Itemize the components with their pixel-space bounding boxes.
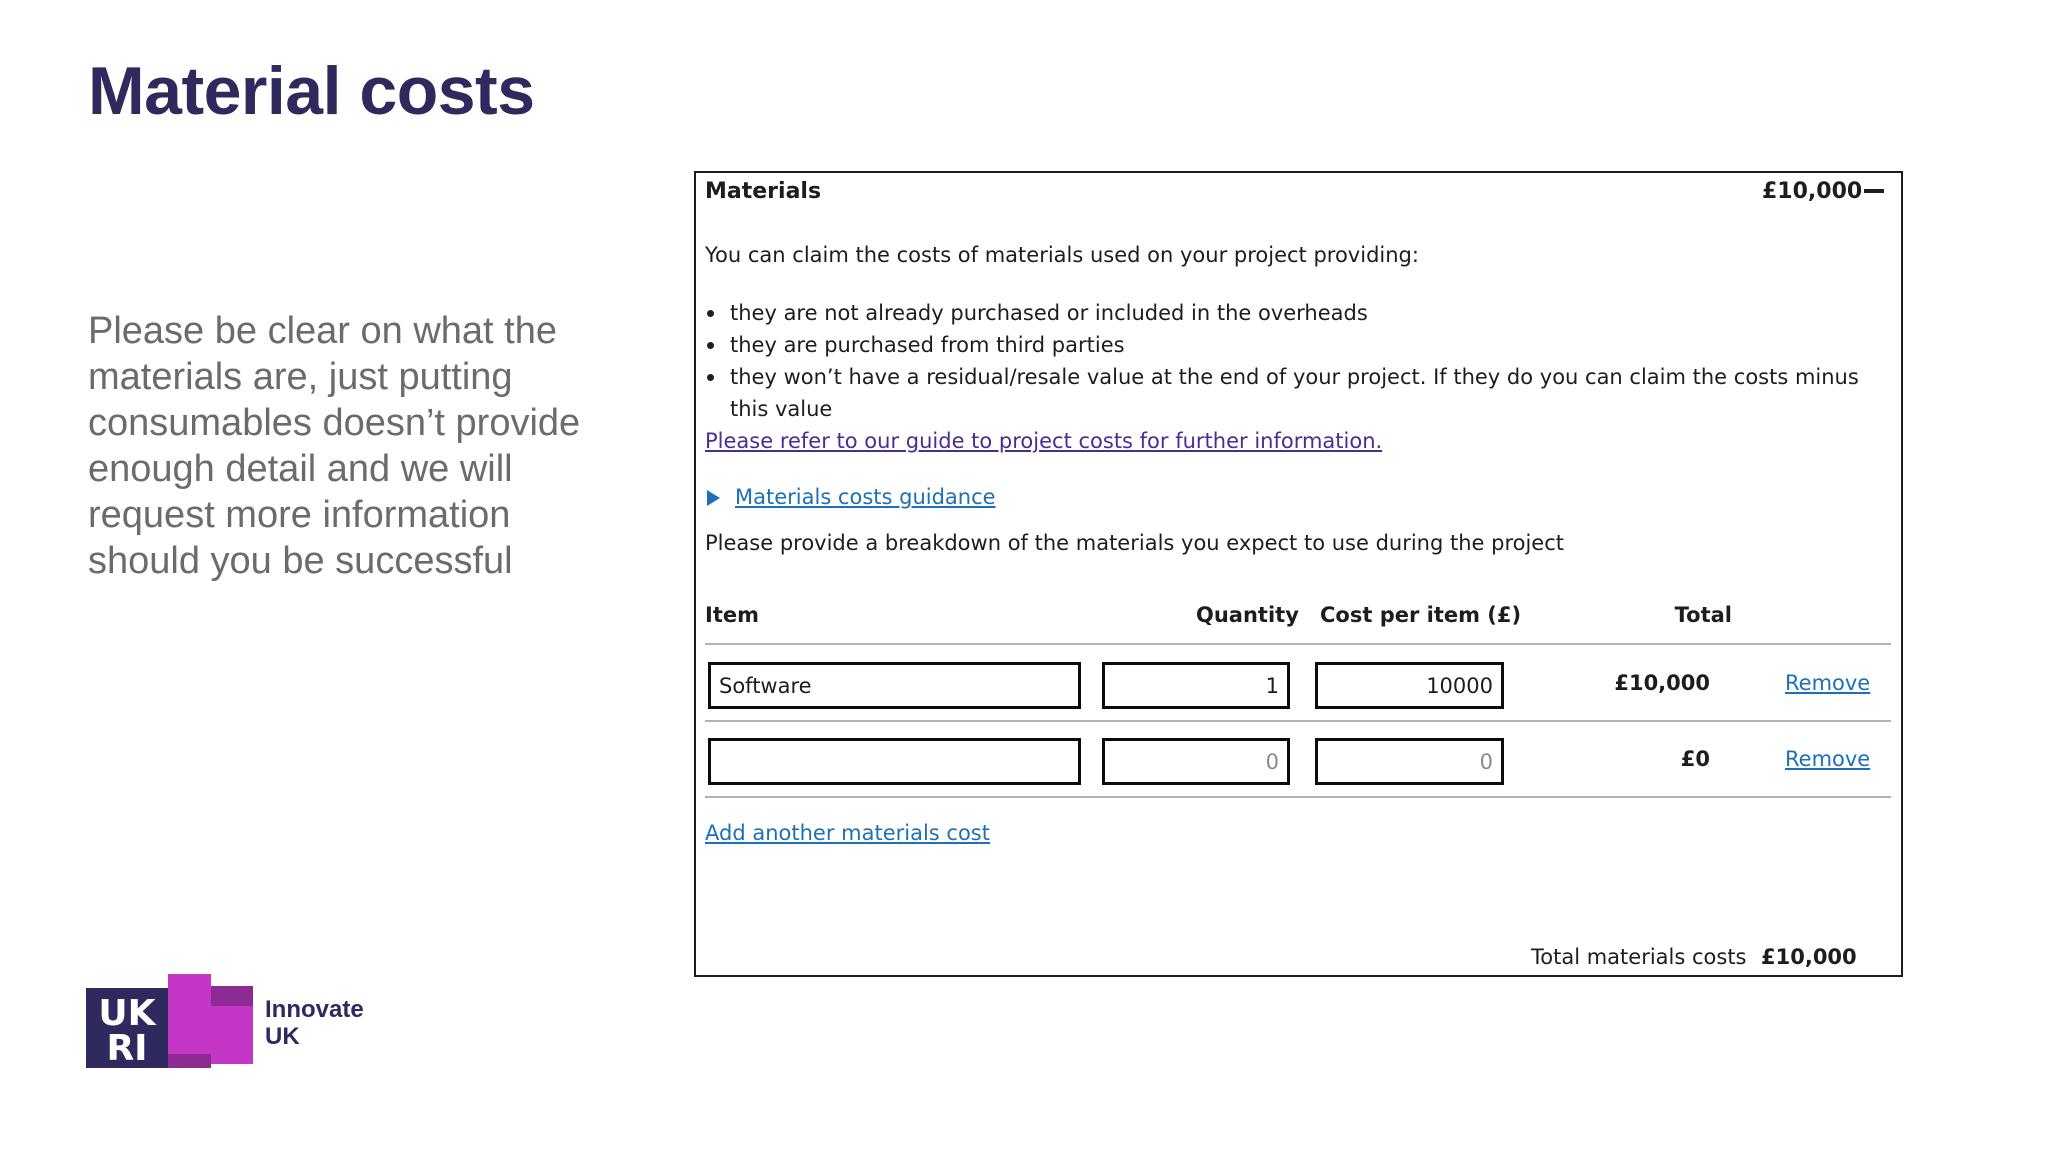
ukri-logo: [86, 972, 261, 1068]
item-input[interactable]: [708, 662, 1081, 709]
project-costs-guide-link[interactable]: Please refer to our guide to project costs for further information.: [705, 429, 1383, 453]
slide-title: Material costs: [88, 53, 535, 129]
quantity-input[interactable]: [1102, 738, 1290, 785]
list-item: they are purchased from third parties: [705, 329, 1885, 361]
logo-name-line2: UK: [265, 1023, 300, 1050]
column-header-cost: Cost per item (£): [1320, 603, 1522, 627]
triangle-right-icon[interactable]: [707, 490, 720, 506]
item-input[interactable]: [708, 738, 1081, 785]
materials-guidance-toggle[interactable]: Materials costs guidance: [735, 485, 996, 509]
minus-icon[interactable]: [1864, 189, 1884, 193]
remove-row-link[interactable]: Remove: [1785, 747, 1871, 771]
remove-row-link[interactable]: Remove: [1785, 671, 1871, 695]
intro-text: You can claim the costs of materials used on your project providing:: [705, 243, 1419, 267]
divider: [705, 643, 1891, 645]
column-header-item: Item: [705, 603, 759, 627]
breakdown-prompt: Please provide a breakdown of the materials you expect to use during the project: [705, 531, 1565, 555]
add-materials-cost-link[interactable]: Add another materials cost: [705, 821, 990, 845]
row-total: £0: [1680, 747, 1710, 771]
slide-body-text: Please be clear on what the materials are, just putting consumables doesn’t provide enough detail and we will request more information should you be successful: [88, 310, 581, 582]
cost-per-item-input[interactable]: [1315, 662, 1504, 709]
row-total: £10,000: [1614, 671, 1710, 695]
section-title: Materials: [705, 179, 822, 204]
divider: [705, 796, 1891, 798]
list-item: they won’t have a residual/resale value at the end of your project. If they do you can claim the costs minus this value: [705, 361, 1885, 425]
grand-total-value: £10,000: [1761, 945, 1857, 969]
materials-screenshot-panel: [694, 171, 1903, 977]
conditions-list: [705, 297, 1885, 425]
divider: [705, 720, 1891, 722]
grand-total-label: Total materials costs: [1531, 945, 1747, 969]
svg-text:RI: RI: [106, 1028, 148, 1068]
column-header-total: Total: [1674, 603, 1732, 627]
cost-per-item-input[interactable]: [1315, 738, 1504, 785]
logo-wordmark: [265, 996, 364, 1050]
list-item: they are not already purchased or included in the overheads: [705, 297, 1885, 329]
quantity-input[interactable]: [1102, 662, 1290, 709]
column-header-quantity: Quantity: [1196, 603, 1299, 627]
logo-mark-text: UK: [98, 993, 156, 1034]
logo-name-line1: Innovate: [265, 996, 364, 1023]
section-total: £10,000: [1762, 179, 1863, 204]
